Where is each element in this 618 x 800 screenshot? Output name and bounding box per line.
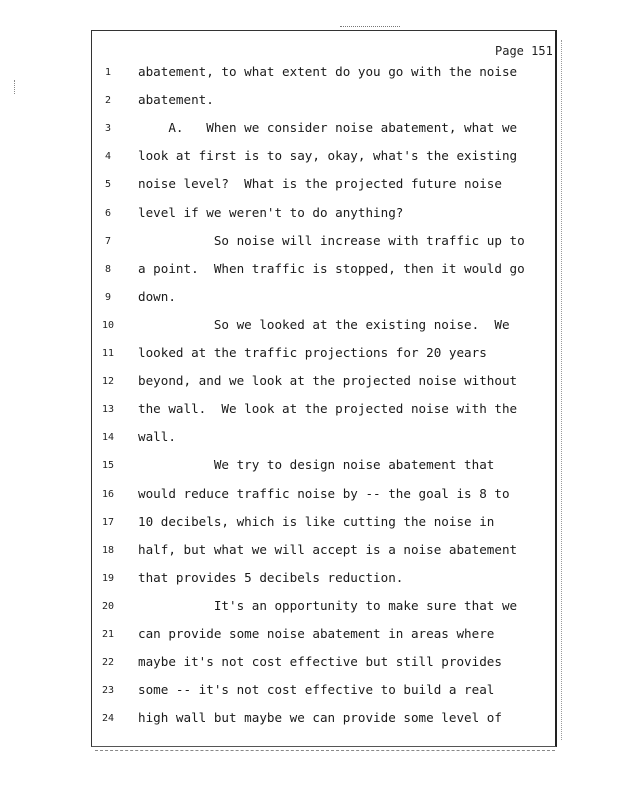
line-text: down. (138, 288, 176, 304)
line-number: 17 (101, 516, 115, 528)
transcript-line (0, 486, 618, 506)
line-text: would reduce traffic noise by -- the goal is 8 to (138, 485, 510, 501)
line-number: 12 (101, 376, 115, 388)
scan-mark-bottom (95, 750, 555, 753)
line-number: 15 (101, 460, 115, 472)
line-number: 23 (101, 685, 115, 697)
line-text: the wall. We look at the projected noise with the (138, 401, 518, 417)
page-number-label: Page 151 (495, 44, 553, 58)
transcript-line (0, 514, 618, 534)
transcript-line (0, 570, 618, 590)
line-number: 16 (101, 488, 115, 500)
line-text: high wall but maybe we can provide some level of (138, 710, 502, 726)
line-text: looked at the traffic projections for 20 years (138, 345, 487, 360)
transcript-line (0, 176, 618, 196)
line-number: 13 (101, 404, 115, 416)
transcript-line (0, 289, 618, 309)
line-text: some -- it's not cost effective to build a real (138, 682, 495, 698)
transcript-line (0, 598, 618, 618)
scan-mark-top (340, 26, 400, 29)
transcript-line (0, 317, 618, 337)
transcript-line (0, 261, 618, 281)
line-text: So noise will increase with traffic up to (138, 232, 525, 248)
line-number: 24 (101, 713, 115, 725)
transcript-line (0, 92, 618, 112)
line-text: wall. (138, 429, 176, 445)
line-text: maybe it's not cost effective but still provides (138, 654, 502, 670)
transcript-line (0, 457, 618, 477)
transcript-line (0, 205, 618, 225)
transcript-line (0, 345, 618, 365)
line-number: 8 (104, 263, 112, 275)
line-number: 11 (101, 348, 115, 359)
line-text: We try to design noise abatement that (138, 457, 495, 473)
line-text: abatement, to what extent do you go with the noise (138, 64, 518, 79)
transcript-line (0, 373, 618, 393)
line-text: can provide some noise abatement in areas where (138, 626, 495, 641)
line-text: A. When we consider noise abatement, what we (138, 120, 518, 136)
line-text: beyond, and we look at the projected noise without (138, 373, 518, 389)
line-text: level if we weren't to do anything? (138, 204, 404, 220)
transcript-line (0, 64, 618, 84)
line-text: look at first is to say, okay, what's the existing (138, 148, 518, 164)
transcript-line (0, 626, 618, 646)
line-text: abatement. (138, 92, 214, 108)
line-text: a point. When traffic is stopped, then it would go (138, 260, 525, 276)
line-text: So we looked at the existing noise. We (138, 316, 510, 332)
line-number: 3 (104, 123, 112, 135)
line-number: 22 (101, 657, 115, 669)
line-number: 5 (104, 179, 112, 191)
transcript-line (0, 654, 618, 674)
transcript-line (0, 429, 618, 449)
line-text: noise level? What is the projected future noise (138, 176, 502, 192)
transcript-line (0, 542, 618, 562)
line-text: that provides 5 decibels reduction. (138, 569, 404, 585)
line-number: 6 (104, 207, 112, 219)
line-number: 14 (101, 432, 115, 444)
line-number: 21 (101, 629, 115, 640)
line-number: 20 (101, 600, 115, 612)
line-number: 4 (104, 151, 112, 163)
line-number: 2 (104, 95, 112, 107)
transcript-line (0, 401, 618, 421)
transcript-line (0, 233, 618, 253)
transcript-line (0, 120, 618, 140)
transcript-line (0, 710, 618, 730)
transcript-line (0, 148, 618, 168)
line-text: 10 decibels, which is like cutting the noise in (138, 513, 495, 529)
line-number: 10 (101, 319, 115, 331)
line-number: 1 (104, 67, 112, 78)
line-text: It's an opportunity to make sure that we (138, 597, 518, 613)
line-number: 7 (104, 235, 112, 247)
line-number: 9 (104, 291, 112, 303)
line-text: half, but what we will accept is a noise abatement (138, 541, 518, 557)
transcript-line (0, 682, 618, 702)
line-number: 19 (101, 572, 115, 584)
line-number: 18 (101, 544, 115, 556)
